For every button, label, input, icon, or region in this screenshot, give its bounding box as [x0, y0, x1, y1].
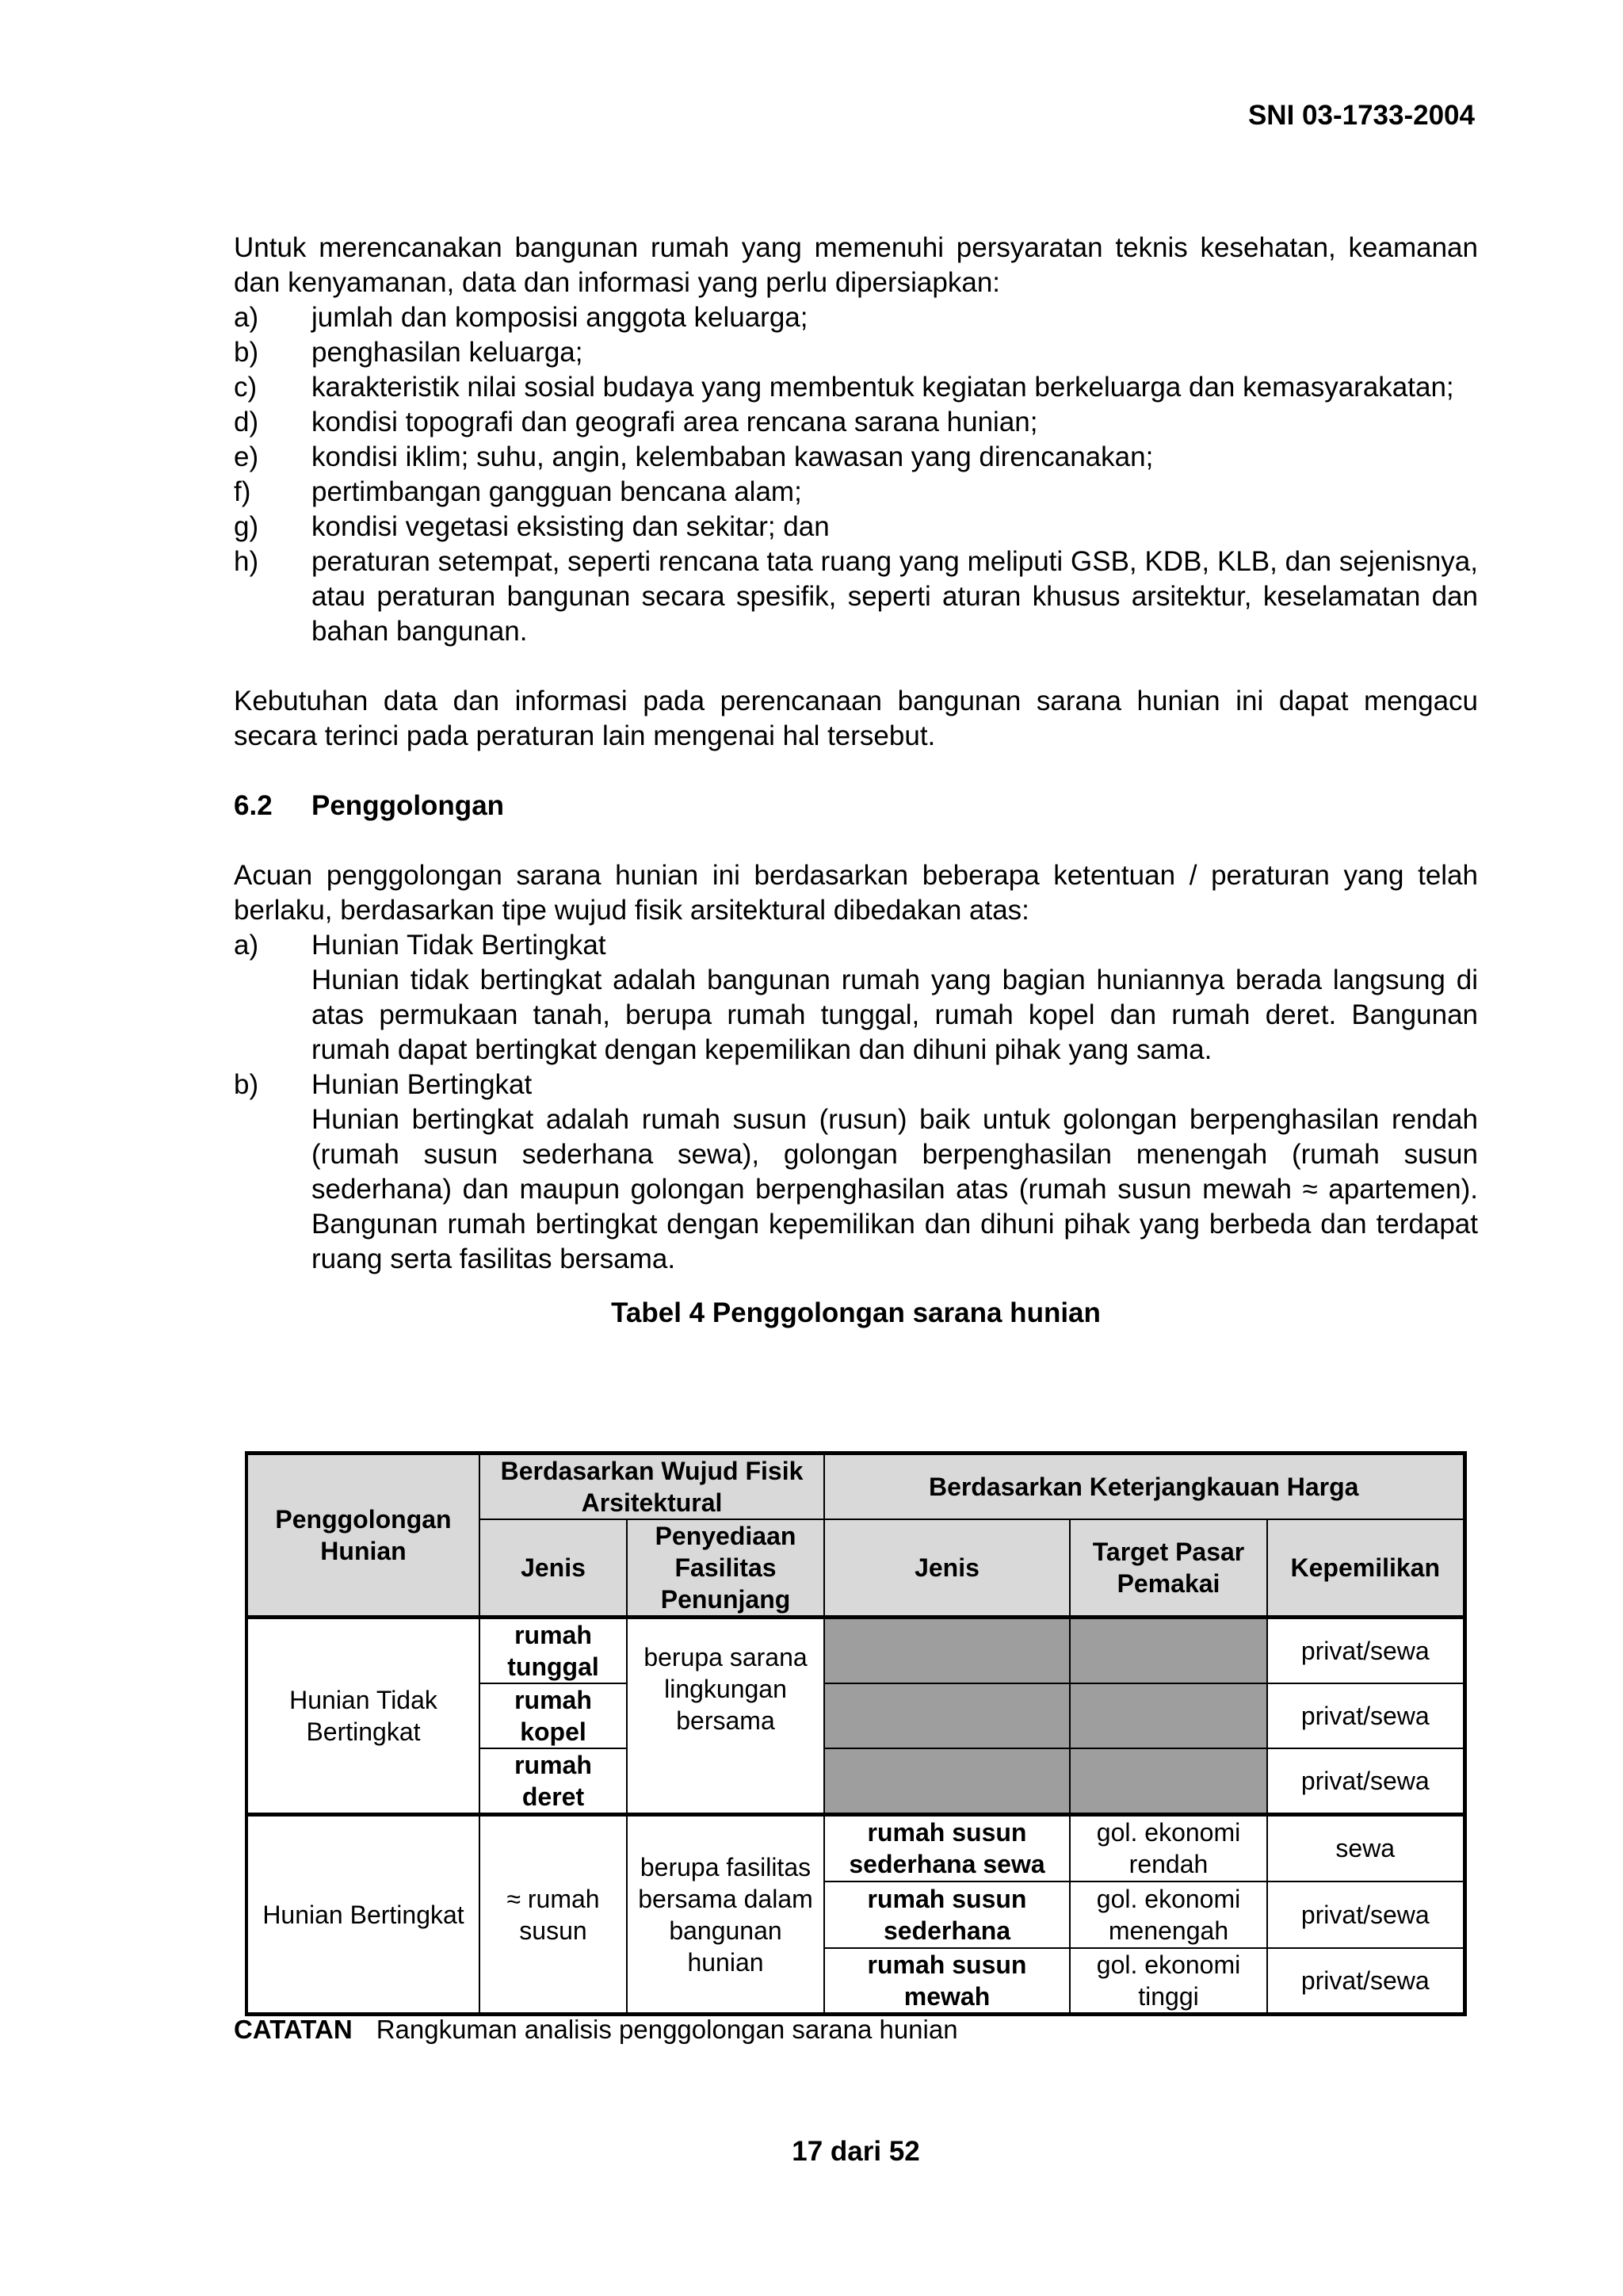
document-code: SNI 03-1733-2004 — [1247, 100, 1475, 131]
table-note — [234, 2014, 958, 2046]
table-row — [246, 1618, 1465, 1684]
kepemilikan-cell: privat/sewa — [1267, 1881, 1465, 1948]
header-jenis-harga: Jenis — [824, 1519, 1070, 1618]
section-intro: Acuan penggolongan sarana hunian ini berdasarkan beberapa ketentuan / peraturan yang telah berlaku, berdasarkan tipe wujud fisik arsitektural dibedakan atas: — [234, 860, 1478, 926]
item-heading: Hunian Tidak Bertingkat — [311, 930, 606, 961]
jenis-fisik-cell: rumah deret — [479, 1748, 627, 1815]
classification-table — [245, 1451, 1467, 2016]
item-description: Hunian bertingkat adalah rumah susun (rusun) baik untuk golongan berpenghasilan rendah (rumah susun sederhana sewa), golongan berpenghasilan menengah (rumah susun sederhana) dan maupun golongan berpenghasilan atas (rumah susun mewah ≈ apartemen). Bangunan rumah bertingkat dengan kepemilikan dan dihuni pihak yang berbeda dan terdapat ruang serta fasilitas bersama. — [311, 1104, 1478, 1274]
note-text: Rangkuman analisis penggolongan sarana hunian — [376, 2015, 958, 2044]
list-item: g) kondisi vegetasi eksisting dan sekitar; dan — [234, 511, 830, 542]
kepemilikan-cell: privat/sewa — [1267, 1748, 1465, 1815]
header-fasilitas: Penyediaan Fasilitas Penunjang — [627, 1519, 824, 1618]
list-item: d) kondisi topografi dan geografi area rencana sarana hunian; — [234, 407, 1038, 437]
target-cell: gol. ekonomi menengah — [1070, 1881, 1267, 1948]
jenis-harga-cell: rumah susun sederhana — [824, 1881, 1070, 1948]
jenis-harga-cell: rumah susun sederhana sewa — [824, 1815, 1070, 1881]
list-item: h) peraturan setempat, seperti rencana tata ruang yang meliputi GSB, KDB, KLB, dan sejenisnya, atau peraturan bangunan secara spesifik, seperti aturan khusus arsitektur, keselamatan dan bahan bangunan. — [234, 546, 1478, 647]
header-group-harga: Berdasarkan Keterjangkauan Harga — [824, 1454, 1465, 1520]
header-target: Target Pasar Pemakai — [1070, 1519, 1267, 1618]
group-name: Hunian Bertingkat — [246, 1815, 479, 2015]
list-item: f) pertimbangan gangguan bencana alam; — [234, 476, 802, 507]
page-body — [234, 231, 1478, 1331]
list-item: b) Hunian Bertingkat Hunian bertingkat adalah rumah susun (rusun) baik untuk golongan berpenghasilan rendah (rumah susun sederhana sewa), golongan berpenghasilan menengah (rumah susun sederhana) dan maupun golongan berpenghasilan atas (rumah susun mewah ≈ apartemen). Bangunan rumah bertingkat dengan kepemilikan dan dihuni pihak yang berbeda dan terdapat ruang serta fasilitas bersama. — [234, 1068, 1478, 1277]
target-cell: gol. ekonomi tinggi — [1070, 1948, 1267, 2015]
section-heading — [234, 789, 1478, 823]
list-item: a) Hunian Tidak Bertingkat Hunian tidak bertingkat adalah bangunan rumah yang bagian huniannya berada langsung di atas permukaan tanah, berupa rumah tunggal, rumah kopel dan rumah deret. Bangunan rumah dapat bertingkat dengan kepemilikan dan dihuni pihak yang sama. — [234, 928, 1478, 1068]
list-item: b) penghasilan keluarga; — [234, 337, 583, 368]
empty-gray-cell — [824, 1618, 1070, 1684]
header-jenis-fisik: Jenis — [479, 1519, 627, 1618]
intro-paragraph: Untuk merencanakan bangunan rumah yang memenuhi persyaratan teknis kesehatan, keamanan dan kenyamanan, data dan informasi yang perlu dipersiapkan: — [234, 232, 1478, 298]
header-group-fisik: Berdasarkan Wujud Fisik Arsitektural — [479, 1454, 824, 1520]
list-item: c) karakteristik nilai sosial budaya yang membentuk kegiatan berkeluarga dan kemasyarakatan; — [234, 372, 1454, 403]
page-number: 17 dari 52 — [792, 2136, 920, 2167]
jenis-fisik-cell: ≈ rumah susun — [479, 1815, 627, 2015]
section-title: Penggolongan — [311, 790, 505, 821]
header-penggolongan: Penggolongan Hunian — [246, 1454, 479, 1618]
list-item: e) kondisi iklim; suhu, angin, kelembaban kawasan yang direncanakan; — [234, 441, 1154, 472]
empty-gray-cell — [1070, 1748, 1267, 1815]
empty-gray-cell — [1070, 1683, 1267, 1748]
empty-gray-cell — [824, 1748, 1070, 1815]
closing-paragraph: Kebutuhan data dan informasi pada perencanaan bangunan sarana hunian ini dapat mengacu secara terinci pada peraturan lain mengenai hal tersebut. — [234, 686, 1478, 751]
jenis-fisik-cell: rumah tunggal — [479, 1618, 627, 1684]
target-cell: gol. ekonomi rendah — [1070, 1815, 1267, 1881]
note-label: CATATAN — [234, 2015, 353, 2044]
classification-list — [234, 928, 1478, 1277]
kepemilikan-cell: privat/sewa — [1267, 1618, 1465, 1684]
kepemilikan-cell: privat/sewa — [1267, 1683, 1465, 1748]
fasilitas-cell: berupa fasilitas bersama dalam bangunan hunian — [627, 1815, 824, 2015]
table-row — [246, 1815, 1465, 1881]
group-name: Hunian Tidak Bertingkat — [246, 1618, 479, 1815]
list-item: a) jumlah dan komposisi anggota keluarga; — [234, 302, 808, 333]
section-number: 6.2 — [234, 790, 273, 821]
empty-gray-cell — [824, 1683, 1070, 1748]
table-caption: Tabel 4 Penggolongan sarana hunian — [611, 1297, 1101, 1328]
empty-gray-cell — [1070, 1618, 1267, 1684]
jenis-harga-cell: rumah susun mewah — [824, 1948, 1070, 2015]
kepemilikan-cell: privat/sewa — [1267, 1948, 1465, 2015]
item-description: Hunian tidak bertingkat adalah bangunan rumah yang bagian huniannya berada langsung di atas permukaan tanah, berupa rumah tunggal, rumah kopel dan rumah deret. Bangunan rumah dapat bertingkat dengan kepemilikan dan dihuni pihak yang sama. — [311, 965, 1478, 1065]
requirements-list — [234, 300, 1478, 649]
header-kepemilikan: Kepemilikan — [1267, 1519, 1465, 1618]
jenis-fisik-cell: rumah kopel — [479, 1683, 627, 1748]
kepemilikan-cell: sewa — [1267, 1815, 1465, 1881]
item-heading: Hunian Bertingkat — [311, 1069, 533, 1100]
fasilitas-cell: berupa sarana lingkungan bersama — [627, 1618, 824, 1815]
